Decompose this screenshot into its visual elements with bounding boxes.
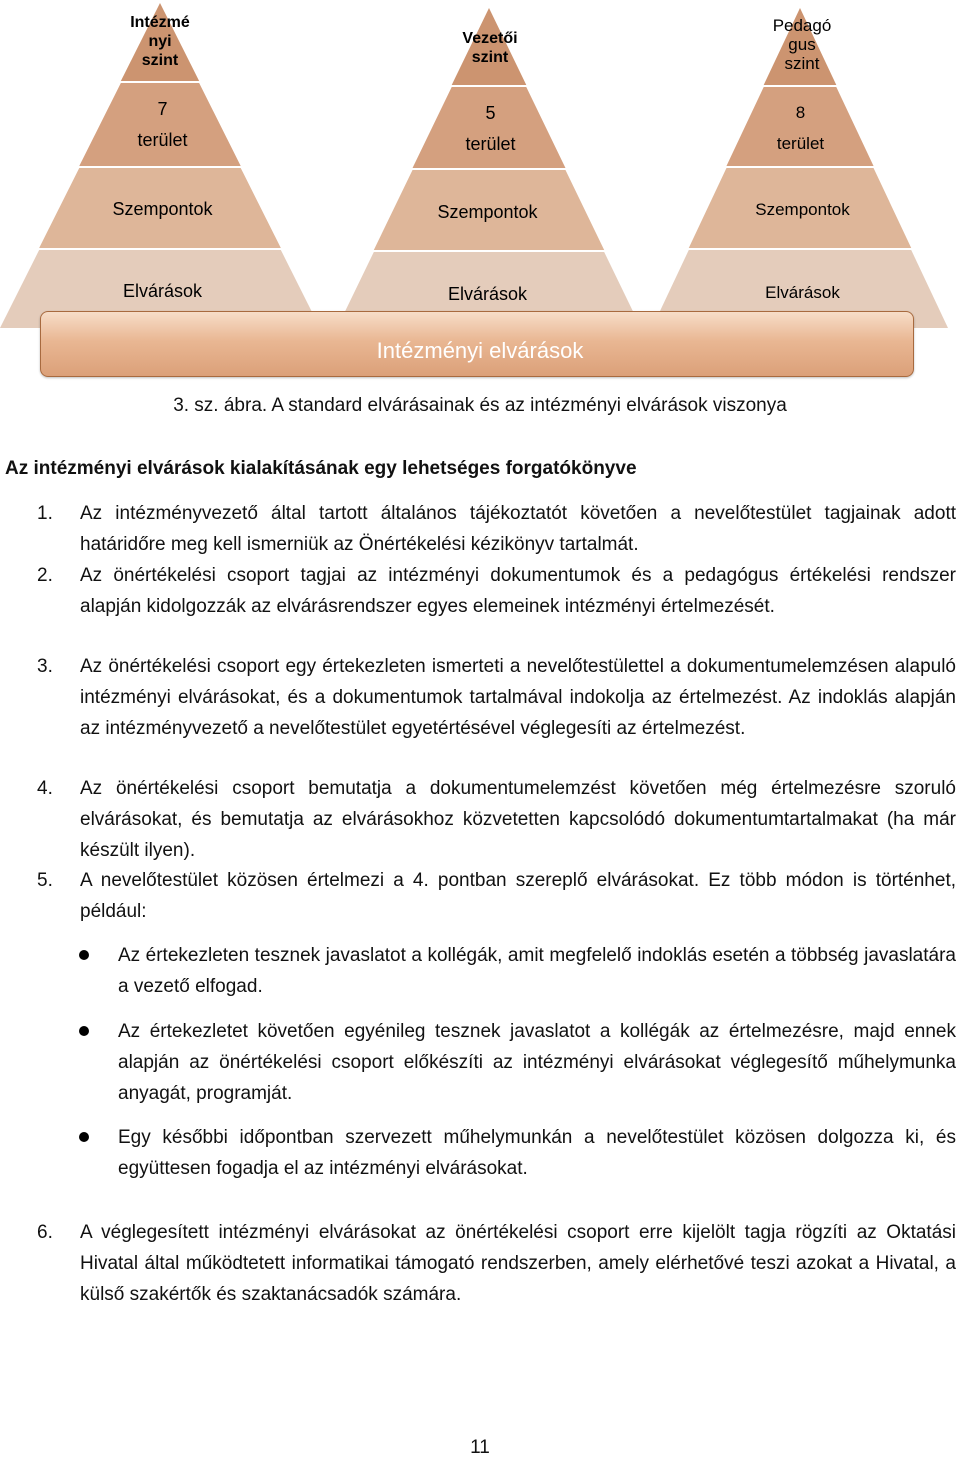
pyramid-2-count-label: 5 terület	[465, 103, 516, 154]
pyramid-3-count-label: 8 terület	[776, 103, 825, 153]
pyramid-3-expectations-label: Elvárások	[765, 283, 840, 302]
pyramid-figure	[0, 0, 960, 385]
section-heading: Az intézményi elvárások kialakításának egy lehetséges forgatókönyve	[5, 458, 637, 479]
pyramid-1-count-label: 7 terület	[137, 99, 188, 150]
bullet-3-text: Egy későbbi időpontban szervezett műhelymunkán a nevelőtestület közösen dolgozza ki, és együttesen fogadja el az intézményi elvárásokat.	[118, 1127, 956, 1179]
bullet-2-text: Az értekezletet követően egyénileg tesznek javaslatot a kollégák az értelmezésre, majd ennek alapján az önértékelési csoport előkészíti az intézményi elvárásokat véglegesítő műhelymunka anyagát, programját.	[118, 1021, 956, 1104]
bullet-1-marker	[79, 950, 89, 960]
step-5-number: 5.	[37, 870, 53, 891]
step-5-text: A nevelőtestület közösen értelmezi a 4. pontban szereplő elvárásokat. Ez több módon is történhet, például:	[80, 870, 956, 922]
step-3-number: 3.	[37, 656, 53, 677]
pyramid-2-expectations-label: Elvárások	[447, 284, 528, 304]
step-1-number: 1.	[37, 503, 53, 524]
bullet-1-text: Az értekezleten tesznek javaslatot a kollégák, amit megfelelő indoklás esetén a többség javaslatára a vezető elfogad.	[118, 945, 956, 997]
bullet-2-marker	[79, 1026, 89, 1036]
step-3-text: Az önértékelési csoport egy értekezleten ismerteti a nevelőtestülettel a dokumentumelemzésen alapuló intézményi elvárásokat, és a dokumentumok tartalmával indokolja az értelmezést. Az indoklás alapján az intézményvezető a nevelőtestület egyetértésével véglegesíti az értelmezést.	[80, 656, 956, 739]
step-4-text: Az önértékelési csoport bemutatja a dokumentumelemzést követően még értelmezésre szoruló elvárásokat, és bemutatja az elvárásokhoz közvetetten kapcsolódó dokumentumtartalmakat (ha már készült ilyen).	[80, 778, 956, 861]
pyramid-3-top-label: Pedagó gus szint	[772, 16, 832, 73]
step-4-number: 4.	[37, 778, 53, 799]
step-6-number: 6.	[37, 1222, 53, 1243]
step-1-text: Az intézményvezető által tartott általános tájékoztatót követően a nevelőtestület tagjainak adott határidőre meg kell ismerniük az Önértékelési kézikönyv tartalmát.	[80, 503, 956, 555]
step-2-text: Az önértékelési csoport tagjai az intézményi dokumentumok és a pedagógus értékelési rendszer alapján kidolgozzák az elvárásrendszer egyes elemeinek intézményi értelmezését.	[80, 565, 956, 617]
pyramid-3-criteria-label: Szempontok	[755, 200, 850, 219]
pyramid-1-top-label: Intézmé nyi szint	[130, 14, 190, 69]
bullet-3-marker	[79, 1132, 89, 1142]
step-6-text: A véglegesített intézményi elvárásokat az önértékelési csoport erre kijelölt tagja rögzíti az Oktatási Hivatal által működtetett informatikai támogató rendszerben, amely elérhetővé teszi azokat a Hivatal, a külső szakértők és szaktanácsadók számára.	[80, 1222, 956, 1305]
page-number: 11	[470, 1437, 490, 1458]
step-2-number: 2.	[37, 565, 53, 586]
pyramid-1-criteria-label: Szempontok	[112, 199, 213, 219]
pyramid-2-criteria-label: Szempontok	[437, 202, 538, 222]
institutional-expectations-label: Intézményi elvárások	[376, 338, 584, 363]
pyramid-1-expectations-label: Elvárások	[122, 281, 203, 301]
pyramid-2-top-label: Vezetői szint	[462, 30, 518, 66]
figure-caption: 3. sz. ábra. A standard elvárásainak és az intézményi elvárások viszonya	[173, 395, 787, 416]
